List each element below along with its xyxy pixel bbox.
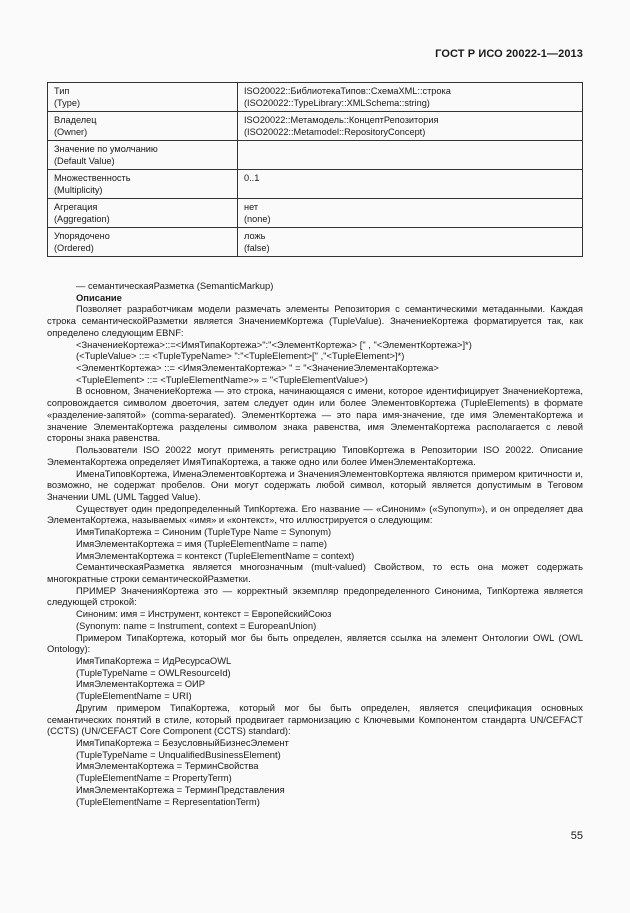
table-row (48, 228, 583, 257)
attribute-value (238, 228, 583, 257)
attribute-value (238, 199, 583, 228)
key-line: (Aggregation) (54, 213, 110, 224)
table-row (48, 112, 583, 141)
attribute-key (48, 83, 238, 112)
code-line: (Synonym: name = Instrument, context = EuropeanUnion) (76, 619, 317, 631)
standard-header: ГОСТ Р ИСО 20022-1—2013 (435, 48, 583, 60)
code-line: (<TupleValue> ::= <TupleTypeName> ":"<TupleElement>[" ,"<TupleElement>]*) (76, 350, 405, 362)
key-line: (Type) (54, 97, 81, 108)
paragraph: ИменаТиповКортежа, ИменаЭлементовКортежа и ЗначенияЭлементовКортежа являются примером критичности и, возможно, не содержат пробелов. Они могут содержать любой символ, который является допустимым в Теговом Значении UML (UML Tagged Value). (47, 467, 583, 502)
page-number: 55 (570, 830, 583, 842)
table-row (48, 170, 583, 199)
value-line: ISO20022::БиблиотекаТипов::СхемаXML::строка (244, 86, 451, 96)
code-line: (TupleElementName = PropertyTerm) (76, 772, 232, 784)
paragraph: ПРИМЕР ЗначенияКортежа это — корректный экземпляр предопределенного Синонима, ТипКортежа является следующей строкой: (47, 584, 583, 608)
value-line (244, 156, 576, 168)
key-line: (Multiplicity) (54, 184, 103, 195)
code-line: (TupleElementName = URI) (76, 690, 192, 702)
code-line: Синоним: имя = Инструмент, контекст = ЕвропейскийСоюз (76, 608, 332, 620)
attribute-table (47, 82, 583, 257)
attribute-key (48, 228, 238, 257)
code-line: ИмяТипаКортежа = ИдРесурсаOWL (76, 655, 232, 666)
paragraph: Примером ТипаКортежа, который мог бы быть определен, является ссылка на элемент Онтологии OWL (OWL Ontology): (47, 631, 583, 655)
value-line: 0..1 (244, 173, 260, 183)
key-line: Упорядочено (54, 231, 110, 241)
value-line: нет (244, 202, 259, 212)
attribute-value (238, 83, 583, 112)
code-line: (TupleElementName = RepresentationTerm) (76, 795, 260, 807)
code-line: ИмяЭлементаКортежа = контекст (TupleElementName = context) (76, 549, 355, 561)
attribute-value (238, 170, 583, 199)
code-line: ИмяТипаКортежа = БезусловныйБизнесЭлемент (76, 737, 289, 749)
attribute-key (48, 170, 238, 199)
attribute-key (48, 199, 238, 228)
code-line: — семантическаяРазметка (SemanticMarkup) (76, 280, 274, 291)
key-line: (Owner) (54, 126, 88, 137)
paragraph: В основном, ЗначениеКортежа — это строка, начинающаяся с имени, которое идентифицирует ЗначениеКортежа, сопровождается символом двоеточия, затем следует один или более ЭлементовКортежа (TupleElements) в формате «разделение-запятой» (comma-separated). ЭлементКортежа — это пара имя-значение, где имя ЭлементаКортежа и значение ЭлементаКортежа разделены символом знака равенства, имя ЭлементаКортежа располагается с левой стороны знака равенства. (47, 385, 583, 444)
attribute-value (238, 112, 583, 141)
key-line: Значение по умолчанию (54, 144, 158, 154)
value-line: ISO20022::Метамодель::КонцептРепозитория (244, 115, 439, 125)
value-line: ложь (244, 231, 266, 241)
code-line: ИмяЭлементаКортежа = ОИР (76, 678, 206, 690)
paragraph: СемантическаяРазметка является многозначным (mult-valued) Свойством, то есть она может содержать многократные строки семантическойРазметки. (47, 561, 583, 584)
paragraph: Существует один предопределенный ТипКортежа. Его название — «Синоним» («Synonym»), и он определяет два ЭлементаКортежа, называемых «имя» и «контекст», что иллюстрируется о следующим: (47, 502, 583, 526)
table-row (48, 83, 583, 112)
attribute-value (238, 141, 583, 170)
code-line: ИмяТипаКортежа = Синоним (TupleType Name = Synonym) (76, 526, 332, 538)
key-line: (Ordered) (54, 242, 94, 253)
paragraph: Пользователи ISO 20022 могут применять регистрацию ТиповКортежа в Репозитории ISO 20022. Описание ЭлементаКортежа определяет ИмяТипаКортежа, а также одно или более ИменЭлементаКортежа. (47, 444, 583, 467)
code-line: ИмяЭлементаКортежа = имя (TupleElementName = name) (76, 537, 328, 549)
key-line: Агрегация (54, 202, 98, 212)
code-line: ИмяЭлементаКортежа = ТерминСвойства (76, 760, 259, 772)
value-line (244, 185, 576, 197)
code-line: (TupleTypeName = OWLResourceId) (76, 666, 231, 678)
attribute-key (48, 112, 238, 141)
value-line (244, 144, 576, 156)
key-line: (Default Value) (54, 155, 115, 166)
table-row (48, 141, 583, 170)
value-line: (none) (244, 213, 271, 224)
body-text (47, 280, 583, 807)
code-line: ИмяЭлементаКортежа = ТерминПредставления (76, 783, 285, 795)
code-line: <ЭлементКортежа> ::= <ИмяЭлементаКортежа> " = "<ЗначениеЭлементаКортежа> (76, 362, 439, 374)
key-line: Тип (54, 86, 70, 96)
code-line: <TupleElement> ::= <TupleElementName>» = "<TupleElementValue>) (76, 373, 368, 385)
value-line: (ISO20022::TypeLibrary::XMLSchema::string) (244, 97, 430, 108)
table-row (48, 199, 583, 228)
key-line: Владелец (54, 115, 97, 125)
value-line: (ISO20022::Metamodel::RepositoryConcept) (244, 126, 426, 137)
value-line: (false) (244, 242, 270, 253)
attribute-key (48, 141, 238, 170)
paragraph: Другим примером ТипаКортежа, который мог бы быть определен, является спецификация основных семантических понятий в стиле, который продвигает гармонизацию с Ключевыми Компонентом стандарта UN/CEFACT (CCTS) (UN/CEFACT Core Component (CCTS) standard): (47, 701, 583, 737)
paragraph: Позволяет разработчикам модели размечать элементы Репозитория с семантическими метаданными. Каждая строка семантическойРазметки является ЗначениемКортежа (TupleValue). ЗначениеКортежа форматируется так, как определено следующим EBNF: (47, 303, 583, 338)
code-line: <ЗначениеКортежа>::=<ИмяТипаКортежа>":"<ЭлементКортежа> [" , "<ЭлементКортежа>]*) (76, 338, 472, 350)
key-line: Множественность (54, 173, 131, 183)
code-line: Описание (76, 291, 122, 303)
code-line: (TupleTypeName = UnqualifiedBusinessElement) (76, 748, 281, 760)
